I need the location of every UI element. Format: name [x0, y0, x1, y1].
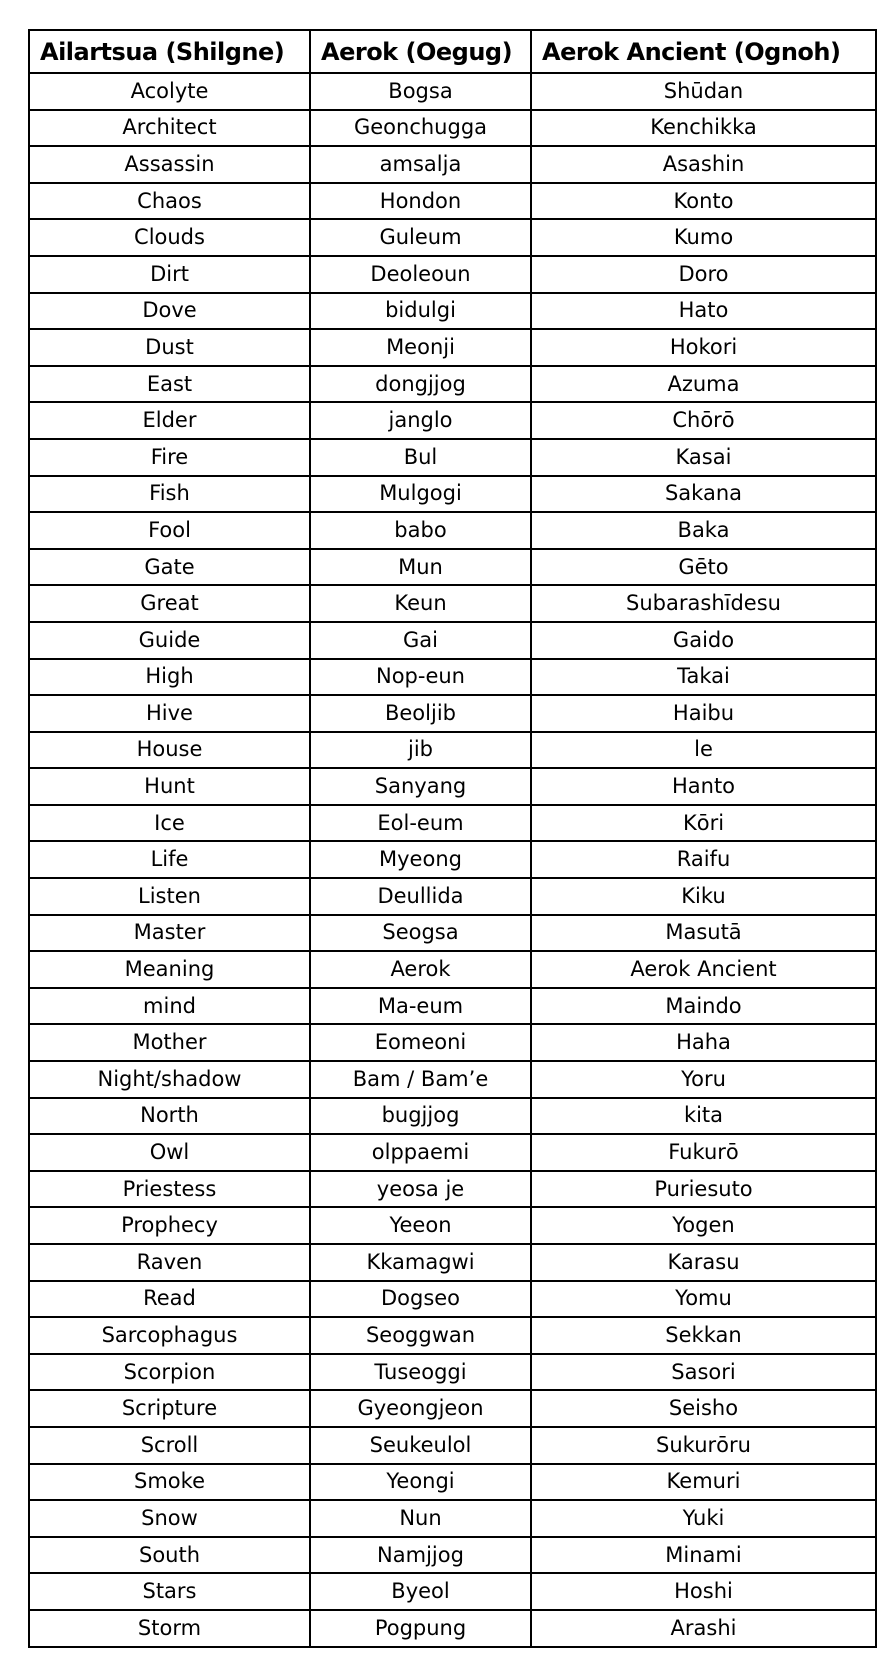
cell-ailartsua-word: East	[29, 366, 310, 403]
cell-ailartsua-word: Chaos	[29, 183, 310, 220]
cell-aerok-word: Myeong	[310, 841, 531, 878]
cell-aerok-ancient-word: Aerok Ancient	[531, 951, 876, 988]
cell-aerok-ancient-word: Shūdan	[531, 73, 876, 110]
table-row	[29, 988, 876, 1025]
table-row	[29, 805, 876, 842]
cell-ailartsua-word: Elder	[29, 402, 310, 439]
cell-aerok-word: Yeeon	[310, 1207, 531, 1244]
cell-aerok-word: bugjjog	[310, 1098, 531, 1135]
cell-ailartsua-word: High	[29, 659, 310, 696]
cell-aerok-word: dongjjog	[310, 366, 531, 403]
cell-aerok-word: Mun	[310, 549, 531, 586]
table-row	[29, 659, 876, 696]
table-row	[29, 1573, 876, 1610]
cell-aerok-word: Geonchugga	[310, 110, 531, 147]
cell-aerok-word: Pogpung	[310, 1610, 531, 1647]
cell-aerok-word: Seukeulol	[310, 1427, 531, 1464]
cell-aerok-ancient-word: Takai	[531, 659, 876, 696]
table-row	[29, 1171, 876, 1208]
cell-ailartsua-word: Mother	[29, 1024, 310, 1061]
cell-aerok-ancient-word: Seisho	[531, 1390, 876, 1427]
cell-aerok-ancient-word: le	[531, 732, 876, 769]
table-row	[29, 1061, 876, 1098]
cell-aerok-ancient-word: Chōrō	[531, 402, 876, 439]
cell-ailartsua-word: Dirt	[29, 256, 310, 293]
cell-aerok-word: Seogsa	[310, 915, 531, 952]
cell-aerok-ancient-word: Raifu	[531, 841, 876, 878]
cell-ailartsua-word: Assassin	[29, 146, 310, 183]
table-row	[29, 1427, 876, 1464]
table-row	[29, 110, 876, 147]
cell-aerok-word: jib	[310, 732, 531, 769]
cell-ailartsua-word: Hunt	[29, 768, 310, 805]
table-row	[29, 1610, 876, 1647]
table-row	[29, 1464, 876, 1501]
cell-aerok-ancient-word: Gēto	[531, 549, 876, 586]
table-row	[29, 1098, 876, 1135]
cell-aerok-ancient-word: Konto	[531, 183, 876, 220]
cell-aerok-ancient-word: Doro	[531, 256, 876, 293]
table-row	[29, 1317, 876, 1354]
cell-aerok-word: Keun	[310, 585, 531, 622]
table-row	[29, 293, 876, 330]
cell-aerok-ancient-word: Kemuri	[531, 1464, 876, 1501]
cell-aerok-ancient-word: Hoshi	[531, 1573, 876, 1610]
cell-ailartsua-word: mind	[29, 988, 310, 1025]
table-row	[29, 402, 876, 439]
table-row	[29, 1281, 876, 1318]
cell-ailartsua-word: Great	[29, 585, 310, 622]
table-row	[29, 585, 876, 622]
cell-aerok-ancient-word: Karasu	[531, 1244, 876, 1281]
cell-aerok-word: janglo	[310, 402, 531, 439]
cell-aerok-word: Bogsa	[310, 73, 531, 110]
cell-ailartsua-word: Stars	[29, 1573, 310, 1610]
cell-ailartsua-word: Dust	[29, 329, 310, 366]
cell-ailartsua-word: Meaning	[29, 951, 310, 988]
cell-aerok-ancient-word: Arashi	[531, 1610, 876, 1647]
cell-aerok-word: Meonji	[310, 329, 531, 366]
cell-ailartsua-word: Gate	[29, 549, 310, 586]
table-row	[29, 1244, 876, 1281]
cell-aerok-word: Yeongi	[310, 1464, 531, 1501]
table-row	[29, 878, 876, 915]
cell-aerok-ancient-word: Maindo	[531, 988, 876, 1025]
table-row	[29, 1024, 876, 1061]
cell-aerok-word: Beoljib	[310, 695, 531, 732]
cell-aerok-ancient-word: Subarashīdesu	[531, 585, 876, 622]
cell-aerok-ancient-word: Hato	[531, 293, 876, 330]
table-row	[29, 695, 876, 732]
cell-ailartsua-word: Acolyte	[29, 73, 310, 110]
table-row	[29, 841, 876, 878]
cell-aerok-word: Bul	[310, 439, 531, 476]
cell-ailartsua-word: Read	[29, 1281, 310, 1318]
cell-ailartsua-word: Storm	[29, 1610, 310, 1647]
cell-aerok-word: Ma-eum	[310, 988, 531, 1025]
cell-ailartsua-word: Prophecy	[29, 1207, 310, 1244]
cell-aerok-ancient-word: Kasai	[531, 439, 876, 476]
cell-ailartsua-word: Smoke	[29, 1464, 310, 1501]
cell-aerok-word: Namjjog	[310, 1537, 531, 1574]
cell-ailartsua-word: Scripture	[29, 1390, 310, 1427]
cell-ailartsua-word: Scorpion	[29, 1354, 310, 1391]
table-row	[29, 146, 876, 183]
cell-aerok-word: Byeol	[310, 1573, 531, 1610]
cell-ailartsua-word: Master	[29, 915, 310, 952]
cell-aerok-word: Guleum	[310, 219, 531, 256]
cell-aerok-word: Mulgogi	[310, 476, 531, 513]
cell-aerok-word: amsalja	[310, 146, 531, 183]
cell-aerok-ancient-word: kita	[531, 1098, 876, 1135]
cell-aerok-ancient-word: Baka	[531, 512, 876, 549]
table-row	[29, 329, 876, 366]
table-row	[29, 1354, 876, 1391]
cell-aerok-word: yeosa je	[310, 1171, 531, 1208]
vocabulary-table	[28, 29, 877, 1648]
cell-aerok-word: Seoggwan	[310, 1317, 531, 1354]
table-row	[29, 256, 876, 293]
cell-ailartsua-word: Fool	[29, 512, 310, 549]
table-row	[29, 219, 876, 256]
cell-ailartsua-word: Scroll	[29, 1427, 310, 1464]
cell-ailartsua-word: Fish	[29, 476, 310, 513]
cell-ailartsua-word: Fire	[29, 439, 310, 476]
cell-ailartsua-word: Owl	[29, 1134, 310, 1171]
table-row	[29, 183, 876, 220]
table-row	[29, 1500, 876, 1537]
cell-aerok-ancient-word: Kenchikka	[531, 110, 876, 147]
cell-aerok-word: Eomeoni	[310, 1024, 531, 1061]
cell-aerok-ancient-word: Kumo	[531, 219, 876, 256]
table-row	[29, 768, 876, 805]
cell-aerok-word: Nun	[310, 1500, 531, 1537]
cell-aerok-word: Deullida	[310, 878, 531, 915]
cell-ailartsua-word: Clouds	[29, 219, 310, 256]
table-row	[29, 439, 876, 476]
cell-aerok-ancient-word: Haibu	[531, 695, 876, 732]
table-row	[29, 1134, 876, 1171]
cell-aerok-ancient-word: Hanto	[531, 768, 876, 805]
cell-aerok-word: Hondon	[310, 183, 531, 220]
cell-aerok-ancient-word: Gaido	[531, 622, 876, 659]
cell-aerok-ancient-word: Sekkan	[531, 1317, 876, 1354]
cell-aerok-ancient-word: Kōri	[531, 805, 876, 842]
column-header-aerok: Aerok (Oegug)	[310, 30, 531, 73]
column-header-ailartsua: Ailartsua (Shilgne)	[29, 30, 310, 73]
table-row	[29, 915, 876, 952]
table-body	[29, 73, 876, 1647]
cell-ailartsua-word: Hive	[29, 695, 310, 732]
cell-aerok-word: Deoleoun	[310, 256, 531, 293]
cell-aerok-ancient-word: Asashin	[531, 146, 876, 183]
cell-ailartsua-word: South	[29, 1537, 310, 1574]
cell-ailartsua-word: Snow	[29, 1500, 310, 1537]
cell-aerok-ancient-word: Sasori	[531, 1354, 876, 1391]
table-row	[29, 1390, 876, 1427]
cell-aerok-word: Gai	[310, 622, 531, 659]
cell-aerok-ancient-word: Kiku	[531, 878, 876, 915]
cell-aerok-ancient-word: Sakana	[531, 476, 876, 513]
table-row	[29, 622, 876, 659]
table-row	[29, 732, 876, 769]
table-row	[29, 366, 876, 403]
cell-ailartsua-word: Priestess	[29, 1171, 310, 1208]
cell-ailartsua-word: North	[29, 1098, 310, 1135]
table-row	[29, 951, 876, 988]
cell-aerok-ancient-word: Sukurōru	[531, 1427, 876, 1464]
cell-aerok-ancient-word: Yoru	[531, 1061, 876, 1098]
table-row	[29, 512, 876, 549]
cell-ailartsua-word: Life	[29, 841, 310, 878]
cell-aerok-ancient-word: Yomu	[531, 1281, 876, 1318]
cell-aerok-word: olppaemi	[310, 1134, 531, 1171]
cell-aerok-ancient-word: Masutā	[531, 915, 876, 952]
cell-ailartsua-word: Guide	[29, 622, 310, 659]
table-row	[29, 549, 876, 586]
cell-aerok-ancient-word: Puriesuto	[531, 1171, 876, 1208]
table-row	[29, 1207, 876, 1244]
table-header-row	[29, 30, 876, 73]
cell-aerok-word: Eol-eum	[310, 805, 531, 842]
cell-aerok-ancient-word: Hokori	[531, 329, 876, 366]
cell-aerok-word: Dogseo	[310, 1281, 531, 1318]
cell-ailartsua-word: Ice	[29, 805, 310, 842]
column-header-aerok-ancient: Aerok Ancient (Ognoh)	[531, 30, 876, 73]
cell-aerok-word: Aerok	[310, 951, 531, 988]
cell-aerok-word: Tuseoggi	[310, 1354, 531, 1391]
cell-aerok-word: bidulgi	[310, 293, 531, 330]
cell-aerok-ancient-word: Haha	[531, 1024, 876, 1061]
cell-ailartsua-word: Raven	[29, 1244, 310, 1281]
cell-ailartsua-word: Architect	[29, 110, 310, 147]
cell-aerok-word: babo	[310, 512, 531, 549]
cell-aerok-ancient-word: Minami	[531, 1537, 876, 1574]
cell-aerok-word: Gyeongjeon	[310, 1390, 531, 1427]
cell-aerok-word: Kkamagwi	[310, 1244, 531, 1281]
cell-aerok-word: Bam / Bam’e	[310, 1061, 531, 1098]
cell-aerok-ancient-word: Fukurō	[531, 1134, 876, 1171]
cell-ailartsua-word: Sarcophagus	[29, 1317, 310, 1354]
cell-ailartsua-word: Listen	[29, 878, 310, 915]
cell-ailartsua-word: Dove	[29, 293, 310, 330]
cell-ailartsua-word: House	[29, 732, 310, 769]
table-row	[29, 1537, 876, 1574]
cell-aerok-ancient-word: Azuma	[531, 366, 876, 403]
table-row	[29, 476, 876, 513]
cell-aerok-word: Sanyang	[310, 768, 531, 805]
cell-aerok-ancient-word: Yogen	[531, 1207, 876, 1244]
cell-aerok-word: Nop-eun	[310, 659, 531, 696]
cell-aerok-ancient-word: Yuki	[531, 1500, 876, 1537]
table-row	[29, 73, 876, 110]
cell-ailartsua-word: Night/shadow	[29, 1061, 310, 1098]
